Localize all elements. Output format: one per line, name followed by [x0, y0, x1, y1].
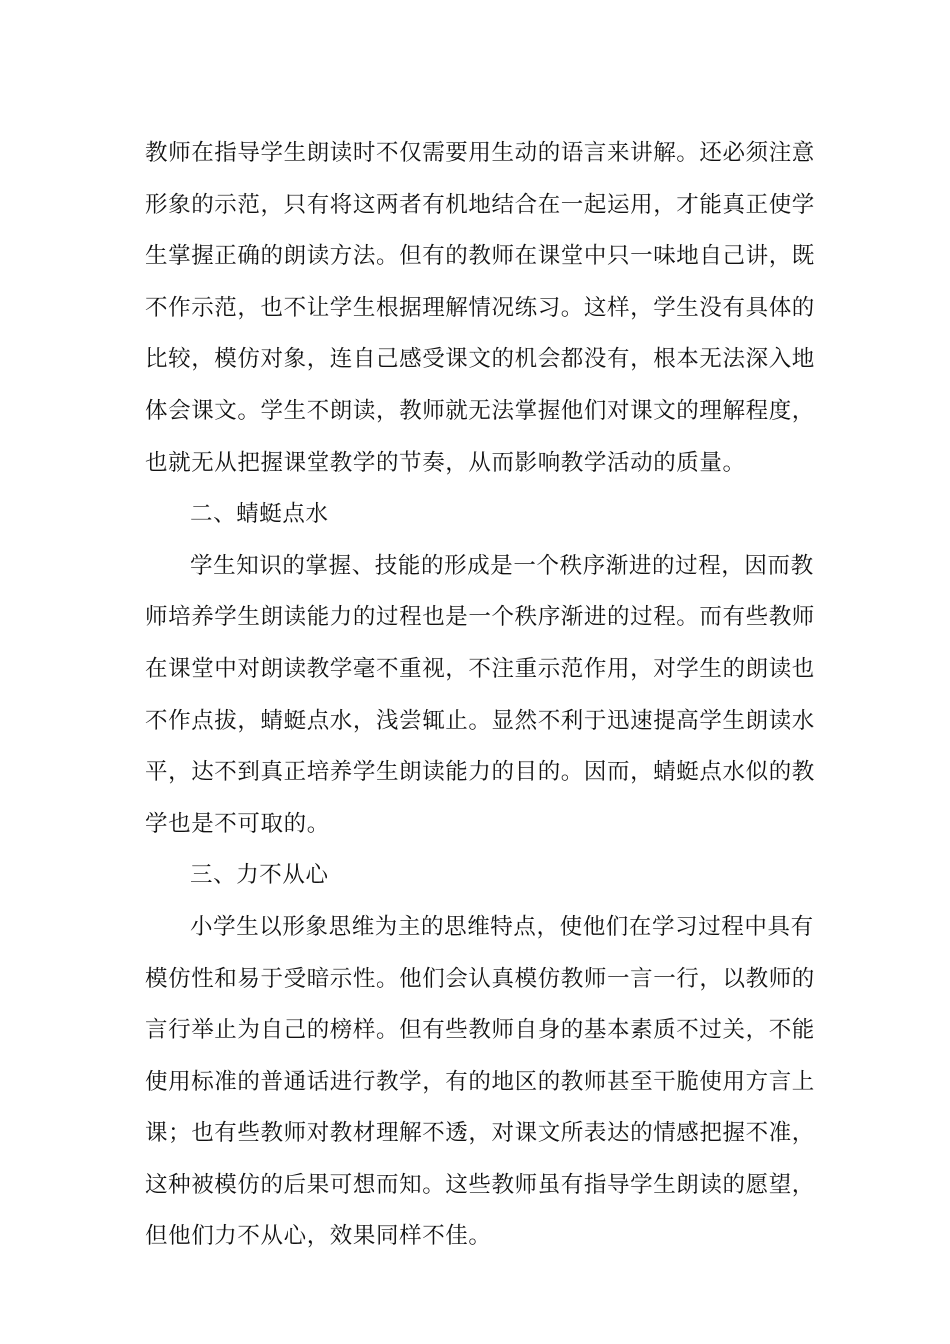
paragraph-2-line: 不作点拔，蜻蜓点水，浅尝辄止。显然不利于迅速提高学生朗读水: [145, 707, 815, 734]
paragraph-1-line: 也就无从把握课堂教学的节奏，从而影响教学活动的质量。: [145, 449, 746, 476]
paragraph-1-line: 生掌握正确的朗读方法。但有的教师在课堂中只一味地自己讲，既: [145, 243, 815, 270]
paragraph-3-line: 课；也有些教师对教材理解不透，对课文所表达的情感把握不准，: [145, 1120, 815, 1147]
paragraph-2-line: 学也是不可取的。: [145, 810, 330, 837]
paragraph-3-line: 但他们力不从心，效果同样不佳。: [145, 1223, 492, 1250]
section-heading-2: 二、蜻蜓点水: [190, 501, 329, 528]
paragraph-3-line: 言行举止为自己的榜样。但有些教师自身的基本素质不过关，不能: [145, 1017, 815, 1044]
paragraph-1-line: 不作示范，也不让学生根据理解情况练习。这样，学生没有具体的: [145, 294, 815, 321]
paragraph-1-line: 体会课文。学生不朗读，教师就无法掌握他们对课文的理解程度，: [145, 397, 815, 424]
paragraph-2-line: 平，达不到真正培养学生朗读能力的目的。因而，蜻蜓点水似的教: [145, 759, 815, 786]
paragraph-2-line: 在课堂中对朗读教学毫不重视，不注重示范作用，对学生的朗读也: [145, 655, 815, 682]
paragraph-1-line: 比较，模仿对象，连自己感受课文的机会都没有，根本无法深入地: [145, 346, 815, 373]
section-heading-3: 三、力不从心: [190, 862, 329, 889]
paragraph-1-line: 形象的示范，只有将这两者有机地结合在一起运用，才能真正使学: [145, 191, 815, 218]
paragraph-2-line: 师培养学生朗读能力的过程也是一个秩序渐进的过程。而有些教师: [145, 604, 815, 631]
paragraph-3-line: 模仿性和易于受暗示性。他们会认真模仿教师一言一行，以教师的: [145, 965, 815, 992]
paragraph-3-line: 这种被模仿的后果可想而知。这些教师虽有指导学生朗读的愿望，: [145, 1171, 815, 1198]
paragraph-2-line: 学生知识的掌握、技能的形成是一个秩序渐进的过程，因而教: [190, 552, 814, 579]
paragraph-1-line: 教师在指导学生朗读时不仅需要用生动的语言来讲解。还必须注意: [145, 140, 815, 166]
document-body: [145, 128, 815, 1263]
paragraph-3-line: 小学生以形象思维为主的思维特点，使他们在学习过程中具有: [190, 913, 814, 940]
paragraph-3-line: 使用标准的普通话进行教学，有的地区的教师甚至干脆使用方言上: [145, 1068, 815, 1095]
